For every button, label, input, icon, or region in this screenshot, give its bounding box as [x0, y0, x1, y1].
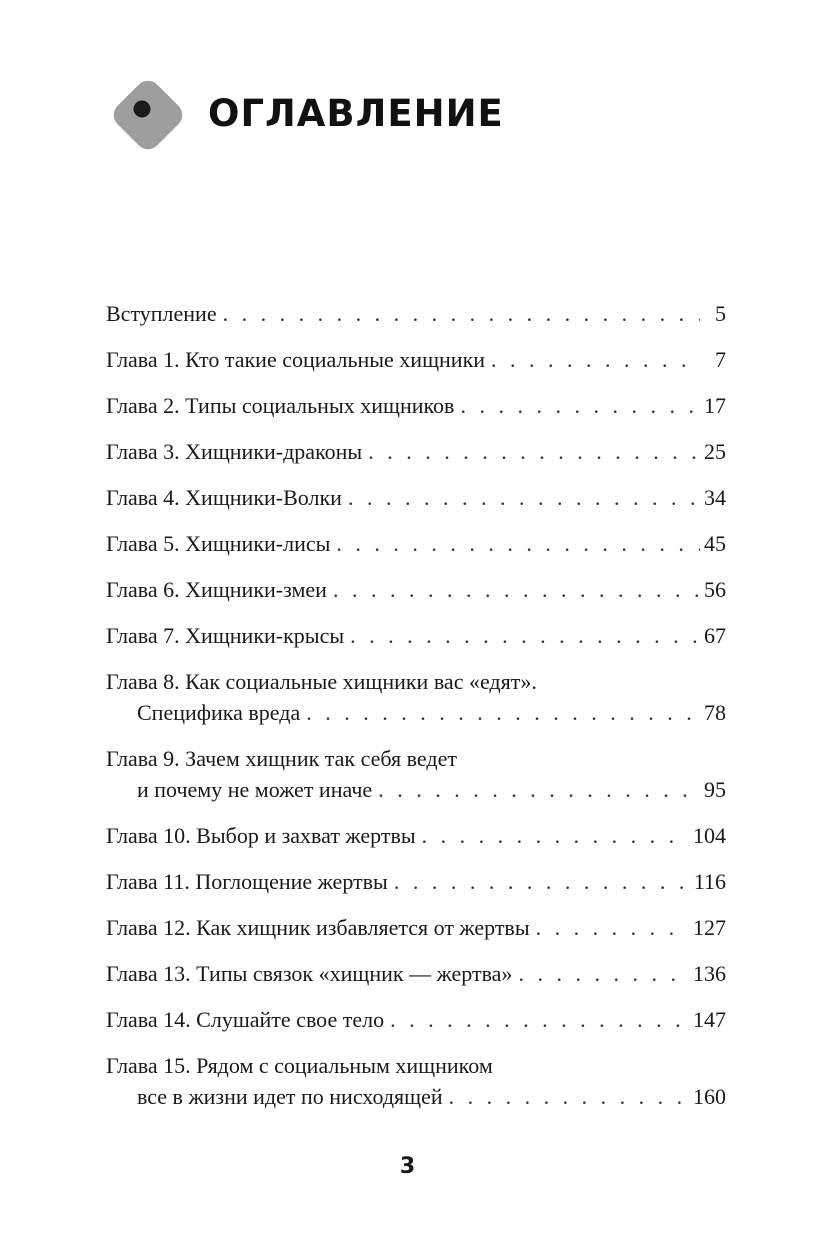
toc-entry [106, 666, 726, 728]
dot-leader [390, 1004, 689, 1035]
dot-leader [460, 390, 700, 421]
toc-page-number: 34 [704, 485, 726, 510]
toc-page-number: 78 [704, 700, 726, 725]
toc-entry-title: Глава 10. Выбор и захват жертвы [106, 823, 416, 848]
toc-entry [106, 620, 726, 651]
toc-entry-title: Глава 14. Слушайте свое тело [106, 1007, 385, 1032]
dot-leader [306, 697, 700, 728]
toc-entry [106, 574, 726, 605]
toc-page-number: 160 [693, 1084, 726, 1109]
toc-entry-title: Глава 11. Поглощение жертвы [106, 869, 388, 894]
toc-entry-title: Глава 5. Хищники-лисы [106, 531, 331, 556]
toc-entry [106, 912, 726, 943]
toc-entry [106, 958, 726, 989]
toc-entry-title-continuation: и почему не может иначе [137, 777, 373, 802]
dot-leader [223, 298, 700, 329]
toc-entry-title: Глава 2. Типы социальных хищников [106, 393, 455, 418]
toc-entry [106, 1004, 726, 1035]
dot-leader [449, 1081, 689, 1112]
dot-leader [348, 482, 700, 513]
dot-leader [333, 574, 700, 605]
diamond-bullet-icon [105, 72, 191, 158]
toc-entry [106, 390, 726, 421]
dot-leader [336, 528, 700, 559]
toc-entry-title-continuation: Специфика вреда [137, 700, 301, 725]
toc-page-number: 116 [693, 869, 726, 894]
dot-leader [518, 958, 689, 989]
toc-entry-title: Глава 4. Хищники-Волки [106, 485, 342, 510]
page-number: 3 [399, 1154, 416, 1179]
toc-page-number: 67 [704, 623, 726, 648]
toc-entry [106, 1050, 726, 1112]
toc-entry [106, 298, 726, 329]
toc-page-number: 147 [693, 1007, 726, 1032]
dot-leader [350, 620, 700, 651]
toc-entry [106, 866, 726, 897]
toc-entry [106, 436, 726, 467]
toc-page-number: 45 [704, 531, 726, 556]
toc-entry-title: Глава 12. Как хищник избавляется от жертвы [106, 915, 530, 940]
toc-entry [106, 820, 726, 851]
toc-entry-title: Глава 7. Хищники-крысы [106, 623, 345, 648]
toc-page-number: 56 [704, 577, 726, 602]
dot-leader [491, 344, 700, 375]
toc-entry-title: Глава 15. Рядом с социальным хищником [106, 1053, 493, 1078]
toc-entry-title: Глава 9. Зачем хищник так себя ведет [106, 746, 457, 771]
toc-page-number: 5 [715, 301, 726, 326]
dot-leader [536, 912, 689, 943]
dot-leader [422, 820, 689, 851]
dot-leader [368, 436, 700, 467]
toc-page-number: 17 [704, 393, 726, 418]
toc-entry-title: Глава 1. Кто такие социальные хищники [106, 347, 486, 372]
dot-leader [394, 866, 690, 897]
toc-entry-title: Вступление [106, 301, 217, 326]
toc-entry [106, 743, 726, 805]
toc-entry [106, 528, 726, 559]
dot-leader [378, 774, 700, 805]
toc-entry-title: Глава 13. Типы связок «хищник — жертва» [106, 961, 513, 986]
toc-entry-title: Глава 3. Хищники-драконы [106, 439, 363, 464]
toc-page-number: 25 [704, 439, 726, 464]
toc-entry-title-continuation: все в жизни идет по нисходящей [137, 1084, 443, 1109]
toc-page-number: 95 [704, 777, 726, 802]
page-title: ОГЛАВЛЕНИЕ [208, 92, 504, 135]
table-of-contents [106, 298, 726, 1127]
toc-page-number: 7 [715, 347, 726, 372]
toc-entry-title: Глава 8. Как социальные хищники вас «едят». [106, 669, 537, 694]
toc-page-number: 136 [693, 961, 726, 986]
toc-entry [106, 482, 726, 513]
toc-page-number: 127 [693, 915, 726, 940]
toc-page-number: 104 [693, 823, 726, 848]
toc-entry [106, 344, 726, 375]
toc-entry-title: Глава 6. Хищники-змеи [106, 577, 327, 602]
